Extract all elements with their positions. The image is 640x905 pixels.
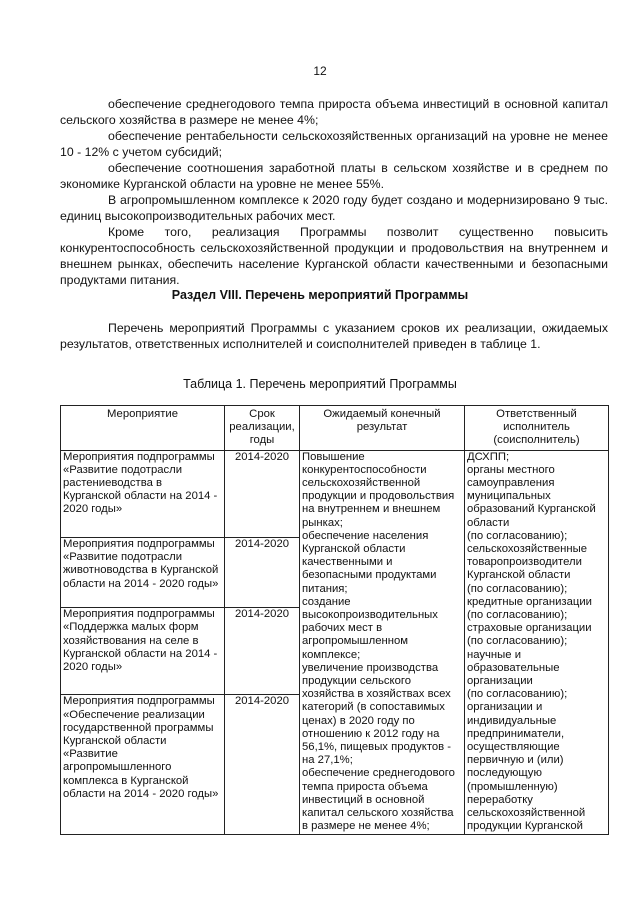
section-heading: Раздел VIII. Перечень мероприятий Программы bbox=[171, 288, 469, 302]
responsible-line: (промышленную) bbox=[467, 780, 558, 793]
responsible-line: образований Курганской bbox=[467, 503, 596, 516]
responsible-line: страховые организации bbox=[467, 622, 592, 635]
paragraph-wages: обеспечение соотношения заработной платы в сельском хозяйстве и в среднем по экономике Курганской области на уровне не менее 55%. bbox=[60, 161, 608, 191]
responsible-line: сельскохозяйственной bbox=[467, 807, 586, 820]
header-event: Мероприятие bbox=[61, 406, 225, 451]
intro-paragraph: Перечень мероприятий Программы с указанием сроков их реализации, ожидаемых результатов, ответственных исполнителей и соисполнителей приведен в таблице 1. bbox=[60, 321, 608, 351]
event-cell: Мероприятия подпрограммы «Поддержка малых форм хозяйствования на селе в Курганской области на 2014 - 2020 годы» bbox=[61, 608, 225, 695]
responsible-line: (по согласованию); bbox=[467, 609, 568, 622]
result-line: категорий (в сопоставимых bbox=[302, 701, 445, 714]
responsible-line: организации bbox=[467, 675, 533, 688]
result-line: инвестиций в основной bbox=[302, 793, 425, 806]
result-line: качественными и bbox=[302, 556, 393, 569]
result-line: создание bbox=[302, 595, 351, 608]
result-line: Повышение bbox=[302, 450, 365, 463]
period-cell: 2014-2020 bbox=[225, 695, 300, 834]
responsible-line: продукции Курганской bbox=[467, 820, 583, 833]
result-line: комплексе; bbox=[302, 648, 361, 661]
result-line: сельскохозяйственной bbox=[302, 477, 421, 490]
result-line: Курганской области bbox=[302, 543, 406, 556]
result-line: в размере не менее 4%; bbox=[302, 820, 430, 833]
responsible-line: организации и bbox=[467, 701, 543, 714]
result-line: продукции и продовольствия bbox=[302, 490, 455, 503]
period-cell: 2014-2020 bbox=[225, 450, 300, 537]
result-line: обеспечение населения bbox=[302, 529, 429, 542]
responsible-line: кредитные организации bbox=[467, 595, 592, 608]
result-line: безопасными продуктами bbox=[302, 569, 437, 582]
result-line: высокопроизводительных bbox=[302, 609, 438, 622]
responsible-line: первичную и (или) bbox=[467, 754, 564, 767]
responsible-line: индивидуальные bbox=[467, 714, 557, 727]
responsible-line: научные и bbox=[467, 648, 522, 661]
page-number: 12 bbox=[313, 64, 327, 78]
period-cell: 2014-2020 bbox=[225, 537, 300, 607]
responsible-line: Курганской области bbox=[467, 569, 571, 582]
result-line: конкурентоспособности bbox=[302, 463, 427, 476]
responsible-line: сельскохозяйственные bbox=[467, 543, 588, 556]
table-row bbox=[61, 450, 609, 537]
result-line: капитал сельского хозяйства bbox=[302, 807, 454, 820]
result-line: на 27,1%; bbox=[302, 754, 353, 767]
responsible-line: предприниматели, bbox=[467, 727, 565, 740]
event-cell: Мероприятия подпрограммы «Развитие подотрасли растениеводства в Курганской области на 2014 - 2020 годы» bbox=[61, 450, 225, 537]
result-line: рабочих мест в bbox=[302, 622, 383, 635]
responsible-line: товаропроизводители bbox=[467, 556, 582, 569]
event-cell: Мероприятия подпрограммы «Обеспечение реализации государственной программы Курганской области «Развитие агропромышленного комплекса в Курганской области на 2014 - 2020 годы» bbox=[61, 695, 225, 834]
responsible-line: муниципальных bbox=[467, 490, 551, 503]
header-period: Срок реализации, годы bbox=[225, 406, 300, 451]
responsible-line: (по согласованию); bbox=[467, 635, 568, 648]
responsible-line: самоуправления bbox=[467, 477, 555, 490]
result-line: обеспечение среднегодового bbox=[302, 767, 455, 780]
paragraph-competitiveness: Кроме того, реализация Программы позволит существенно повысить конкурентоспособность сельскохозяйственной продукции и продовольствия на внутреннем и внешнем рынках, обеспечить население Курганской области качественными и безопасными продуктами питания. bbox=[60, 225, 608, 287]
table-header-row bbox=[61, 406, 609, 451]
responsible-line: осуществляющие bbox=[467, 741, 560, 754]
result-line: питания; bbox=[302, 582, 348, 595]
table-caption: Таблица 1. Перечень мероприятий Программы bbox=[183, 377, 457, 391]
period-cell: 2014-2020 bbox=[225, 608, 300, 695]
responsible-line: переработку bbox=[467, 793, 533, 806]
result-line: темпа прироста объема bbox=[302, 780, 428, 793]
responsible-cell bbox=[465, 450, 609, 834]
result-line: 56,1%, пищевых продуктов - bbox=[302, 741, 452, 754]
result-line: отношению к 2012 году на bbox=[302, 727, 440, 740]
event-cell: Мероприятия подпрограммы «Развитие подотрасли животноводства в Курганской области на 2014 - 2020 годы» bbox=[61, 537, 225, 607]
paragraph-profitability: обеспечение рентабельности сельскохозяйственных организаций на уровне не менее 10 - 12% с учетом субсидий; bbox=[60, 129, 608, 159]
paragraph-jobs: В агропромышленном комплексе к 2020 году будет создано и модернизировано 9 тыс. единиц высокопроизводительных рабочих мест. bbox=[60, 193, 608, 223]
responsible-line: области bbox=[467, 516, 510, 529]
result-line: ценах) в 2020 году по bbox=[302, 714, 415, 727]
result-line: рынках; bbox=[302, 516, 343, 529]
paragraph-investment-growth: обеспечение среднегодового темпа прироста объема инвестиций в основной капитал сельского хозяйства в размере не менее 4%; bbox=[60, 97, 608, 127]
responsible-line: ДСХПП; bbox=[467, 450, 510, 463]
result-line: на внутреннем и внешнем bbox=[302, 503, 441, 516]
header-result: Ожидаемый конечный результат bbox=[300, 406, 465, 451]
responsible-line: последующую bbox=[467, 767, 542, 780]
responsible-line: (по согласованию); bbox=[467, 529, 568, 542]
responsible-line: образовательные bbox=[467, 661, 560, 674]
responsible-line: (по согласованию); bbox=[467, 582, 568, 595]
result-line: хозяйства в хозяйствах всех bbox=[302, 688, 451, 701]
result-line: агропромышленном bbox=[302, 635, 409, 648]
responsible-line: органы местного bbox=[467, 463, 555, 476]
result-cell bbox=[300, 450, 465, 834]
measures-table bbox=[60, 405, 609, 835]
result-line: продукции сельского bbox=[302, 675, 412, 688]
result-line: увеличение производства bbox=[302, 661, 439, 674]
responsible-line: (по согласованию); bbox=[467, 688, 568, 701]
header-responsible: Ответственный исполнитель (соисполнитель) bbox=[465, 406, 609, 451]
